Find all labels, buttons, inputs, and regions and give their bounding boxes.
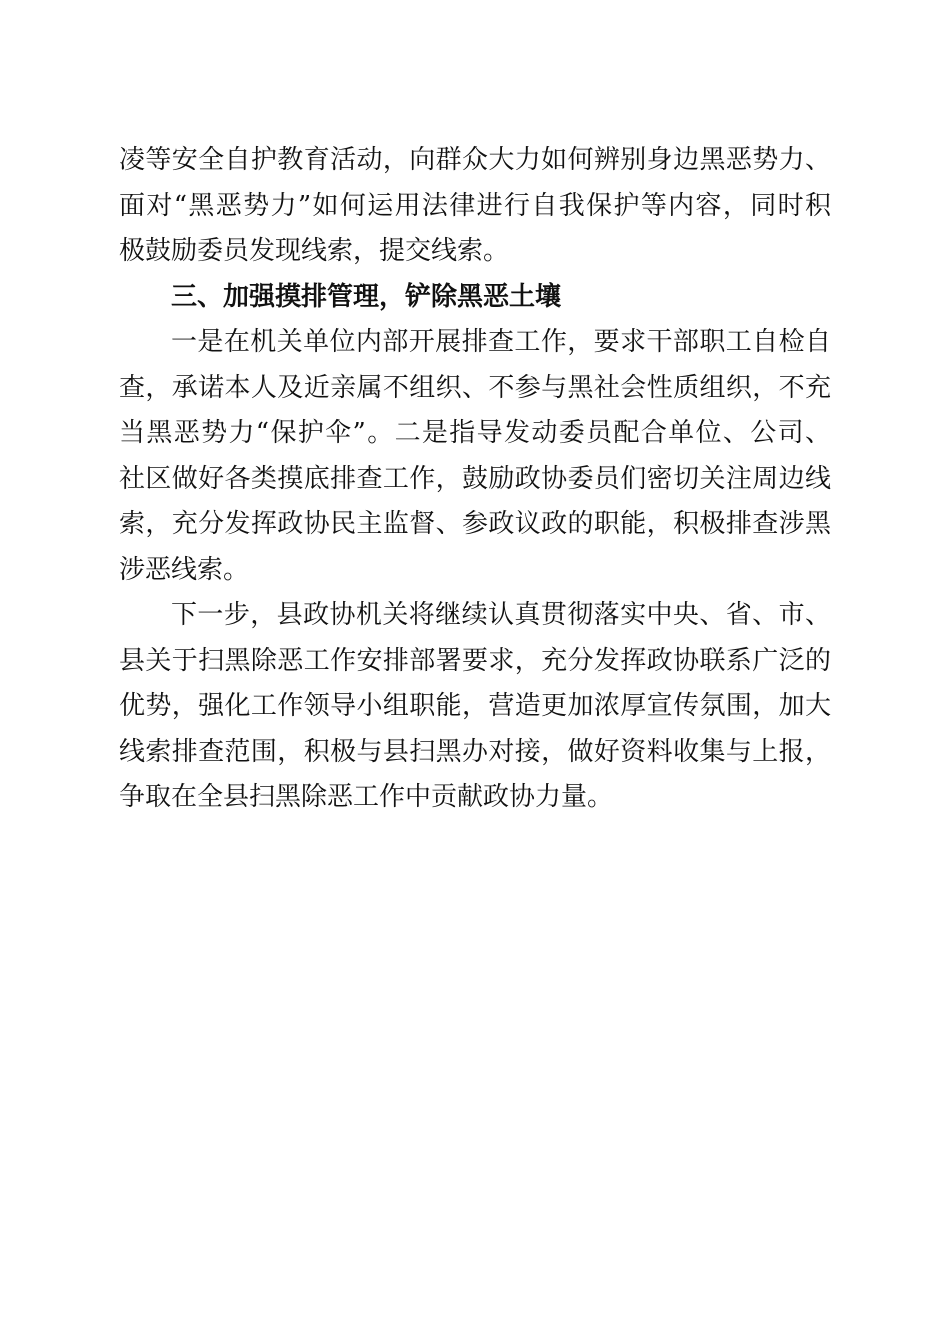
paragraph-line: 凌等安全自护教育活动，向群众大力如何辨别身边黑恶势力、 — [119, 145, 831, 175]
document-body — [119, 138, 831, 821]
paragraph-line: 当黑恶势力“保护伞”。二是指导发动委员配合单位、公司、 — [119, 418, 831, 448]
paragraph-line: 索，充分发挥政协民主监督、参政议政的职能，积极排查涉黑 — [119, 509, 831, 539]
section-heading: 三、加强摸排管理，铲除黑恶土壤 — [171, 281, 562, 312]
paragraph-line: 县关于扫黑除恶工作安排部署要求，充分发挥政协联系广泛的 — [119, 645, 831, 676]
paragraph-line: 面对“黑恶势力”如何运用法律进行自我保护等内容，同时积 — [119, 190, 831, 221]
paragraph-line: 极鼓励委员发现线索，提交线索。 — [119, 236, 510, 266]
paragraph-line: 线索排查范围，积极与县扫黑办对接，做好资料收集与上报， — [119, 736, 831, 767]
paragraph-line: 涉恶线索。 — [119, 554, 250, 585]
paragraph-line: 一是在机关单位内部开展排查工作，要求干部职工自检自 — [171, 327, 831, 357]
paragraph-line: 下一步，县政协机关将继续认真贯彻落实中央、省、市、 — [171, 600, 831, 630]
paragraph-line: 优势，强化工作领导小组职能，营造更加浓厚宣传氛围，加大 — [119, 691, 831, 721]
paragraph-line: 查，承诺本人及近亲属不组织、不参与黑社会性质组织，不充 — [119, 372, 831, 403]
paragraph-line: 社区做好各类摸底排查工作，鼓励政协委员们密切关注周边线 — [119, 463, 831, 494]
paragraph-line: 争取在全县扫黑除恶工作中贡献政协力量。 — [119, 782, 614, 812]
